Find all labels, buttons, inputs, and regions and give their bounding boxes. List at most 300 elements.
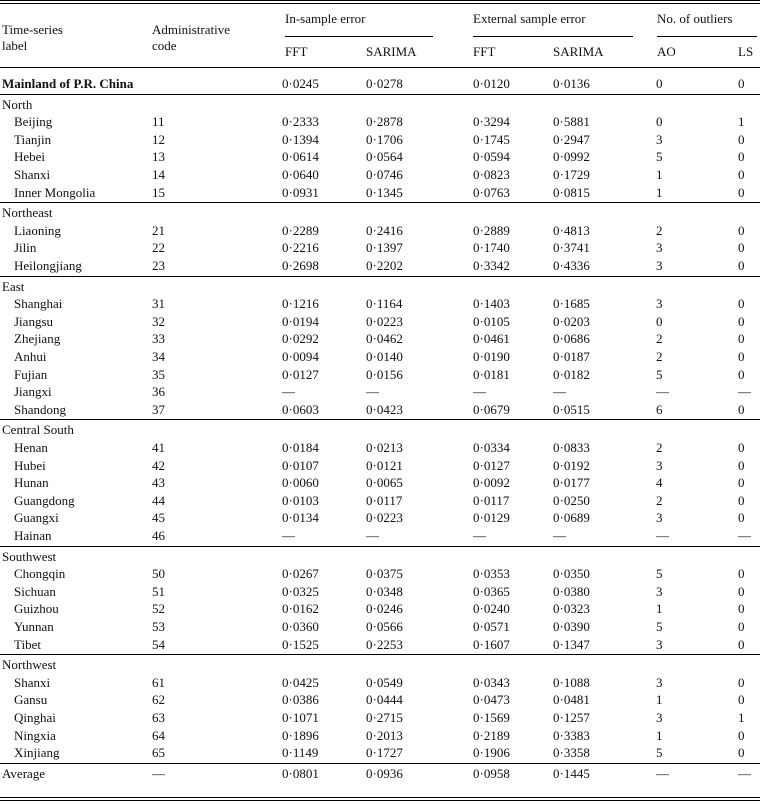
table-row bbox=[0, 313, 760, 331]
sarima-in-sample: 0·2416 bbox=[366, 222, 403, 238]
row-label: Jiangsu bbox=[14, 313, 53, 329]
fft-in-sample: 0·0245 bbox=[282, 76, 319, 91]
fft-external: 0·0240 bbox=[473, 601, 510, 617]
bottom-rule bbox=[0, 797, 760, 798]
admin-code: 46 bbox=[152, 528, 165, 543]
fft-external: 0·0105 bbox=[473, 313, 510, 329]
fft-in-sample: 0·0603 bbox=[282, 401, 319, 417]
admin-code: 43 bbox=[152, 475, 165, 491]
row-label: Shanxi bbox=[14, 674, 51, 690]
sarima-in-sample: — bbox=[366, 528, 379, 543]
header-code-line1: Administrative bbox=[152, 22, 230, 37]
sarima-in-sample: 0·0246 bbox=[366, 601, 403, 617]
sarima-in-sample: 0·0566 bbox=[366, 619, 403, 634]
sarima-external: — bbox=[553, 528, 566, 543]
region-name: Northeast bbox=[2, 205, 53, 221]
sarima-external: 0·0203 bbox=[553, 313, 590, 329]
fft-external: 0·0129 bbox=[473, 510, 510, 526]
ao-count: 3 bbox=[656, 258, 663, 273]
fft-in-sample: 0·0094 bbox=[282, 349, 319, 364]
admin-code: 62 bbox=[152, 692, 165, 708]
ao-count: 3 bbox=[656, 583, 663, 599]
sarima-external: 0·3741 bbox=[553, 240, 590, 256]
table-row bbox=[0, 618, 760, 636]
row-label: Shanghai bbox=[14, 296, 63, 312]
ao-count: 5 bbox=[656, 619, 663, 634]
in-sample-rule bbox=[285, 36, 433, 37]
admin-code: 37 bbox=[152, 401, 165, 417]
ao-count: 0 bbox=[656, 76, 663, 91]
fft-external: 0·0823 bbox=[473, 167, 510, 182]
fft-external: 0·0343 bbox=[473, 674, 510, 690]
admin-code: — bbox=[152, 765, 165, 781]
table-row bbox=[0, 636, 760, 654]
sarima-in-sample: 0·0117 bbox=[366, 492, 403, 508]
row-label: Guangdong bbox=[14, 492, 75, 508]
row-label: Hainan bbox=[14, 528, 52, 543]
section-rule bbox=[0, 763, 760, 764]
ao-count: 0 bbox=[656, 313, 663, 329]
header-in-sample: In-sample error bbox=[285, 11, 366, 26]
row-label: Chongqin bbox=[14, 566, 66, 582]
table-row bbox=[0, 527, 760, 545]
top-rule-2 bbox=[0, 3, 760, 4]
ls-count: 0 bbox=[738, 745, 745, 761]
ls-count: 0 bbox=[738, 349, 745, 364]
row-label: Inner Mongolia bbox=[14, 184, 96, 200]
fft-in-sample: 0·0640 bbox=[282, 167, 319, 182]
ls-count: 0 bbox=[738, 674, 745, 690]
table-row bbox=[0, 113, 760, 131]
fft-in-sample: 0·0931 bbox=[282, 184, 319, 200]
sarima-external: 0·0192 bbox=[553, 457, 590, 473]
fft-in-sample: 0·0425 bbox=[282, 674, 319, 690]
table-row bbox=[0, 295, 760, 313]
admin-code: 45 bbox=[152, 510, 165, 526]
ao-count: 5 bbox=[656, 745, 663, 761]
ls-count: 0 bbox=[738, 331, 745, 347]
fft-in-sample: 0·0103 bbox=[282, 492, 319, 508]
row-label: Guangxi bbox=[14, 510, 59, 526]
ls-count: 0 bbox=[738, 296, 745, 312]
fft-in-sample: 0·0194 bbox=[282, 313, 319, 329]
row-label: Zhejiang bbox=[14, 331, 61, 347]
sarima-in-sample: 0·0549 bbox=[366, 674, 403, 690]
row-label: Qinghai bbox=[14, 710, 56, 725]
fft-in-sample: 0·0360 bbox=[282, 619, 319, 634]
sarima-in-sample: 0·1727 bbox=[366, 745, 403, 761]
sarima-in-sample: 0·0140 bbox=[366, 349, 403, 364]
fft-external: 0·0181 bbox=[473, 366, 510, 382]
ao-count: 1 bbox=[656, 167, 663, 182]
table-row bbox=[0, 439, 760, 457]
sarima-in-sample: — bbox=[366, 384, 379, 400]
ls-count: 0 bbox=[738, 222, 745, 238]
admin-code: 34 bbox=[152, 349, 165, 364]
ao-count: 1 bbox=[656, 601, 663, 617]
table-row bbox=[0, 600, 760, 618]
ao-count: 3 bbox=[656, 131, 663, 147]
ls-count: 0 bbox=[738, 401, 745, 417]
fft-external: — bbox=[473, 384, 486, 400]
region-name: Northwest bbox=[2, 657, 57, 673]
section-rule bbox=[0, 546, 760, 547]
sarima-in-sample: 0·2715 bbox=[366, 710, 403, 725]
table-row bbox=[0, 583, 760, 601]
fft-external: 0·3342 bbox=[473, 258, 510, 273]
admin-code: 54 bbox=[152, 636, 165, 652]
ls-count: 0 bbox=[738, 601, 745, 617]
sarima-in-sample: 0·0156 bbox=[366, 366, 403, 382]
region-name: Southwest bbox=[2, 548, 57, 564]
fft-in-sample: 0·0107 bbox=[282, 457, 319, 473]
row-label: Xinjiang bbox=[14, 745, 60, 761]
ls-count: 0 bbox=[738, 636, 745, 652]
sarima-external: 0·0250 bbox=[553, 492, 590, 508]
table-row bbox=[0, 131, 760, 149]
fft-external: 0·1569 bbox=[473, 710, 510, 725]
header-sarima-in: SARIMA bbox=[366, 44, 417, 59]
ao-count: 2 bbox=[656, 331, 663, 347]
header-fft-in: FFT bbox=[285, 44, 308, 59]
region-name: East bbox=[2, 278, 25, 294]
ao-count: 2 bbox=[656, 440, 663, 455]
sarima-in-sample: 0·2013 bbox=[366, 727, 403, 743]
sarima-in-sample: 0·0444 bbox=[366, 692, 403, 708]
ao-count: 3 bbox=[656, 710, 663, 725]
sarima-external: 0·1729 bbox=[553, 167, 590, 182]
ao-count: 1 bbox=[656, 184, 663, 200]
region-header bbox=[0, 204, 760, 222]
fft-in-sample: 0·0614 bbox=[282, 149, 319, 165]
top-rule bbox=[0, 0, 760, 1]
fft-external: 0·0958 bbox=[473, 765, 510, 781]
header-label-line1: Time-series bbox=[2, 22, 63, 37]
row-label: Yunnan bbox=[14, 619, 54, 634]
row-label: Guizhou bbox=[14, 601, 59, 617]
section-rule bbox=[0, 419, 760, 420]
row-label: Sichuan bbox=[14, 583, 56, 599]
sarima-external: 0·2947 bbox=[553, 131, 590, 147]
ao-count: 3 bbox=[656, 457, 663, 473]
ao-count: — bbox=[656, 528, 669, 543]
sarima-external: 0·0686 bbox=[553, 331, 590, 347]
table-row bbox=[0, 401, 760, 419]
ls-count: 0 bbox=[738, 692, 745, 708]
sarima-external: 0·0515 bbox=[553, 401, 590, 417]
average-row bbox=[0, 765, 760, 783]
fft-external: 0·0461 bbox=[473, 331, 510, 347]
fft-external: 0·1906 bbox=[473, 745, 510, 761]
sarima-in-sample: 0·1397 bbox=[366, 240, 403, 256]
fft-in-sample: — bbox=[282, 528, 295, 543]
sarima-in-sample: 0·1706 bbox=[366, 131, 403, 147]
row-label: Henan bbox=[14, 440, 48, 455]
region-name: Central South bbox=[2, 422, 74, 438]
admin-code: 23 bbox=[152, 258, 165, 273]
admin-code: 22 bbox=[152, 240, 165, 256]
ls-count: 0 bbox=[738, 149, 745, 165]
ls-count: — bbox=[738, 765, 751, 781]
admin-code: 33 bbox=[152, 331, 165, 347]
table-row bbox=[0, 257, 760, 275]
mainland-label: Mainland of P.R. China bbox=[2, 76, 134, 91]
ls-count: 0 bbox=[738, 727, 745, 743]
fft-external: 0·2889 bbox=[473, 222, 510, 238]
admin-code: 51 bbox=[152, 583, 165, 599]
fft-in-sample: 0·1071 bbox=[282, 710, 319, 725]
ao-count: 3 bbox=[656, 296, 663, 312]
ls-count: 0 bbox=[738, 366, 745, 382]
header-code-line2: code bbox=[152, 38, 177, 53]
external-rule bbox=[473, 36, 633, 37]
table-row bbox=[0, 366, 760, 384]
ls-count: 0 bbox=[738, 492, 745, 508]
ls-count: 0 bbox=[738, 240, 745, 256]
admin-code: 50 bbox=[152, 566, 165, 582]
fft-external: 0·1403 bbox=[473, 296, 510, 312]
fft-external: 0·0120 bbox=[473, 76, 510, 91]
fft-external: 0·2189 bbox=[473, 727, 510, 743]
admin-code: 31 bbox=[152, 296, 165, 312]
row-label: Hunan bbox=[14, 475, 49, 491]
admin-code: 53 bbox=[152, 619, 165, 634]
sarima-external: 0·0833 bbox=[553, 440, 590, 455]
sarima-external: 0·0323 bbox=[553, 601, 590, 617]
fft-in-sample: 0·1525 bbox=[282, 636, 319, 652]
fft-external: 0·0092 bbox=[473, 475, 510, 491]
sarima-external: 0·0136 bbox=[553, 76, 590, 91]
admin-code: 36 bbox=[152, 384, 165, 400]
sarima-in-sample: 0·0375 bbox=[366, 566, 403, 582]
sarima-in-sample: 0·2253 bbox=[366, 636, 403, 652]
region-header bbox=[0, 278, 760, 296]
sarima-in-sample: 0·2202 bbox=[366, 258, 403, 273]
ao-count: 3 bbox=[656, 240, 663, 256]
row-label: Beijing bbox=[14, 114, 53, 130]
table-row bbox=[0, 691, 760, 709]
sarima-external: 0·4336 bbox=[553, 258, 590, 273]
ao-count: 4 bbox=[656, 475, 663, 491]
ls-count: 0 bbox=[738, 619, 745, 634]
ao-count: 3 bbox=[656, 636, 663, 652]
sarima-external: 0·1347 bbox=[553, 636, 590, 652]
sarima-external: 0·3358 bbox=[553, 745, 590, 761]
fft-in-sample: 0·1216 bbox=[282, 296, 319, 312]
sarima-external: 0·0187 bbox=[553, 349, 590, 364]
table-row bbox=[0, 222, 760, 240]
sarima-external: 0·0689 bbox=[553, 510, 590, 526]
sarima-external: 0·1088 bbox=[553, 674, 590, 690]
sarima-in-sample: 0·0213 bbox=[366, 440, 403, 455]
sarima-in-sample: 0·0936 bbox=[366, 765, 403, 781]
admin-code: 32 bbox=[152, 313, 165, 329]
ls-count: 0 bbox=[738, 566, 745, 582]
fft-in-sample: 0·2333 bbox=[282, 114, 319, 130]
admin-code: 41 bbox=[152, 440, 165, 455]
ao-count: 1 bbox=[656, 727, 663, 743]
ls-count: 1 bbox=[738, 114, 745, 130]
table-row bbox=[0, 674, 760, 692]
admin-code: 52 bbox=[152, 601, 165, 617]
sarima-external: 0·0992 bbox=[553, 149, 590, 165]
ls-count: — bbox=[738, 384, 751, 400]
ao-count: 2 bbox=[656, 349, 663, 364]
fft-external: 0·0127 bbox=[473, 457, 510, 473]
sarima-in-sample: 0·0121 bbox=[366, 457, 403, 473]
table-row bbox=[0, 330, 760, 348]
ls-count: 0 bbox=[738, 258, 745, 273]
ls-count: 0 bbox=[738, 167, 745, 182]
row-label: Shanxi bbox=[14, 167, 51, 182]
row-label: Liaoning bbox=[14, 222, 61, 238]
row-label: Tianjin bbox=[14, 131, 52, 147]
table-row bbox=[0, 727, 760, 745]
table-row bbox=[0, 492, 760, 510]
ls-count: 1 bbox=[738, 710, 745, 725]
ao-count: 3 bbox=[656, 674, 663, 690]
ao-count: 3 bbox=[656, 510, 663, 526]
fft-in-sample: 0·0267 bbox=[282, 566, 319, 582]
admin-code: 14 bbox=[152, 167, 165, 182]
table-row bbox=[0, 166, 760, 184]
ao-count: 2 bbox=[656, 222, 663, 238]
admin-code: 61 bbox=[152, 674, 165, 690]
header-label-line2: label bbox=[2, 38, 28, 53]
fft-external: 0·0763 bbox=[473, 184, 510, 200]
section-rule bbox=[0, 276, 760, 277]
average-label: Average bbox=[2, 765, 46, 781]
sarima-external: — bbox=[553, 384, 566, 400]
section-rule bbox=[0, 94, 760, 95]
fft-in-sample: 0·2289 bbox=[282, 222, 319, 238]
fft-external: 0·1607 bbox=[473, 636, 510, 652]
table-row bbox=[0, 383, 760, 401]
header-ls: LS bbox=[738, 44, 754, 59]
row-label: Fujian bbox=[14, 366, 48, 382]
header-fft-ext: FFT bbox=[473, 44, 496, 59]
sarima-external: 0·0182 bbox=[553, 366, 590, 382]
bottom-rule-2 bbox=[0, 800, 760, 801]
table-row bbox=[0, 565, 760, 583]
sarima-external: 0·0481 bbox=[553, 692, 590, 708]
header-rule bbox=[0, 67, 760, 68]
sarima-external: 0·1685 bbox=[553, 296, 590, 312]
fft-in-sample: 0·0127 bbox=[282, 366, 319, 382]
ls-count: 0 bbox=[738, 313, 745, 329]
fft-in-sample: 0·2216 bbox=[282, 240, 319, 256]
ao-count: 5 bbox=[656, 566, 663, 582]
ao-count: — bbox=[656, 384, 669, 400]
row-label: Shandong bbox=[14, 401, 66, 417]
sarima-in-sample: 0·1164 bbox=[366, 296, 403, 312]
ao-count: 5 bbox=[656, 366, 663, 382]
ao-count: 5 bbox=[656, 149, 663, 165]
admin-code: 15 bbox=[152, 184, 165, 200]
fft-external: 0·3294 bbox=[473, 114, 510, 130]
ls-count: 0 bbox=[738, 475, 745, 491]
ls-count: 0 bbox=[738, 583, 745, 599]
fft-in-sample: 0·0292 bbox=[282, 331, 319, 347]
fft-in-sample: 0·1149 bbox=[282, 745, 319, 761]
sarima-external: 0·0815 bbox=[553, 184, 590, 200]
admin-code: 65 bbox=[152, 745, 165, 761]
row-label: Gansu bbox=[14, 692, 48, 708]
header-sarima-ext: SARIMA bbox=[553, 44, 604, 59]
admin-code: 35 bbox=[152, 366, 165, 382]
region-header bbox=[0, 96, 760, 114]
row-label: Anhui bbox=[14, 349, 47, 364]
region-name: North bbox=[2, 96, 33, 112]
fft-external: 0·0353 bbox=[473, 566, 510, 582]
ls-count: 0 bbox=[738, 131, 745, 147]
ls-count: 0 bbox=[738, 76, 745, 91]
sarima-in-sample: 0·0223 bbox=[366, 313, 403, 329]
sarima-external: 0·5881 bbox=[553, 114, 590, 130]
sarima-external: 0·3383 bbox=[553, 727, 590, 743]
sarima-external: 0·0390 bbox=[553, 619, 590, 634]
table-row bbox=[0, 709, 760, 727]
fft-in-sample: 0·0162 bbox=[282, 601, 319, 617]
sarima-in-sample: 0·0348 bbox=[366, 583, 403, 599]
fft-in-sample: 0·0386 bbox=[282, 692, 319, 708]
header-ao: AO bbox=[657, 44, 676, 59]
mainland-row bbox=[0, 75, 760, 93]
row-label: Jilin bbox=[14, 240, 37, 256]
fft-in-sample: 0·1896 bbox=[282, 727, 319, 743]
ls-count: 0 bbox=[738, 510, 745, 526]
region-header bbox=[0, 548, 760, 566]
region-header bbox=[0, 656, 760, 674]
row-label: Hubei bbox=[14, 457, 46, 473]
outliers-rule bbox=[657, 36, 757, 37]
sarima-external: 0·4813 bbox=[553, 222, 590, 238]
header-external: External sample error bbox=[473, 11, 586, 26]
fft-external: 0·0571 bbox=[473, 619, 510, 634]
sarima-external: 0·0177 bbox=[553, 475, 590, 491]
sarima-in-sample: 0·1345 bbox=[366, 184, 403, 200]
sarima-in-sample: 0·0462 bbox=[366, 331, 403, 347]
admin-code: 13 bbox=[152, 149, 165, 165]
sarima-external: 0·1257 bbox=[553, 710, 590, 725]
ao-count: 0 bbox=[656, 114, 663, 130]
fft-external: 0·0117 bbox=[473, 492, 510, 508]
fft-in-sample: 0·0801 bbox=[282, 765, 319, 781]
row-label: Hebei bbox=[14, 149, 46, 165]
fft-external: 0·1740 bbox=[473, 240, 510, 256]
section-rule bbox=[0, 202, 760, 203]
sarima-external: 0·1445 bbox=[553, 765, 590, 781]
ls-count: — bbox=[738, 528, 751, 543]
sarima-in-sample: 0·0564 bbox=[366, 149, 403, 165]
admin-code: 64 bbox=[152, 727, 165, 743]
row-label: Tibet bbox=[14, 636, 41, 652]
table-row bbox=[0, 457, 760, 475]
row-label: Jiangxi bbox=[14, 384, 52, 400]
fft-in-sample: 0·0060 bbox=[282, 475, 319, 491]
sarima-in-sample: 0·0423 bbox=[366, 401, 403, 417]
fft-in-sample: 0·0325 bbox=[282, 583, 319, 599]
section-rule bbox=[0, 654, 760, 655]
fft-in-sample: 0·0184 bbox=[282, 440, 319, 455]
ls-count: 0 bbox=[738, 457, 745, 473]
header-outliers: No. of outliers bbox=[657, 11, 733, 26]
admin-code: 63 bbox=[152, 710, 165, 725]
table-row bbox=[0, 148, 760, 166]
table-row bbox=[0, 509, 760, 527]
admin-code: 21 bbox=[152, 222, 165, 238]
fft-external: 0·0334 bbox=[473, 440, 510, 455]
